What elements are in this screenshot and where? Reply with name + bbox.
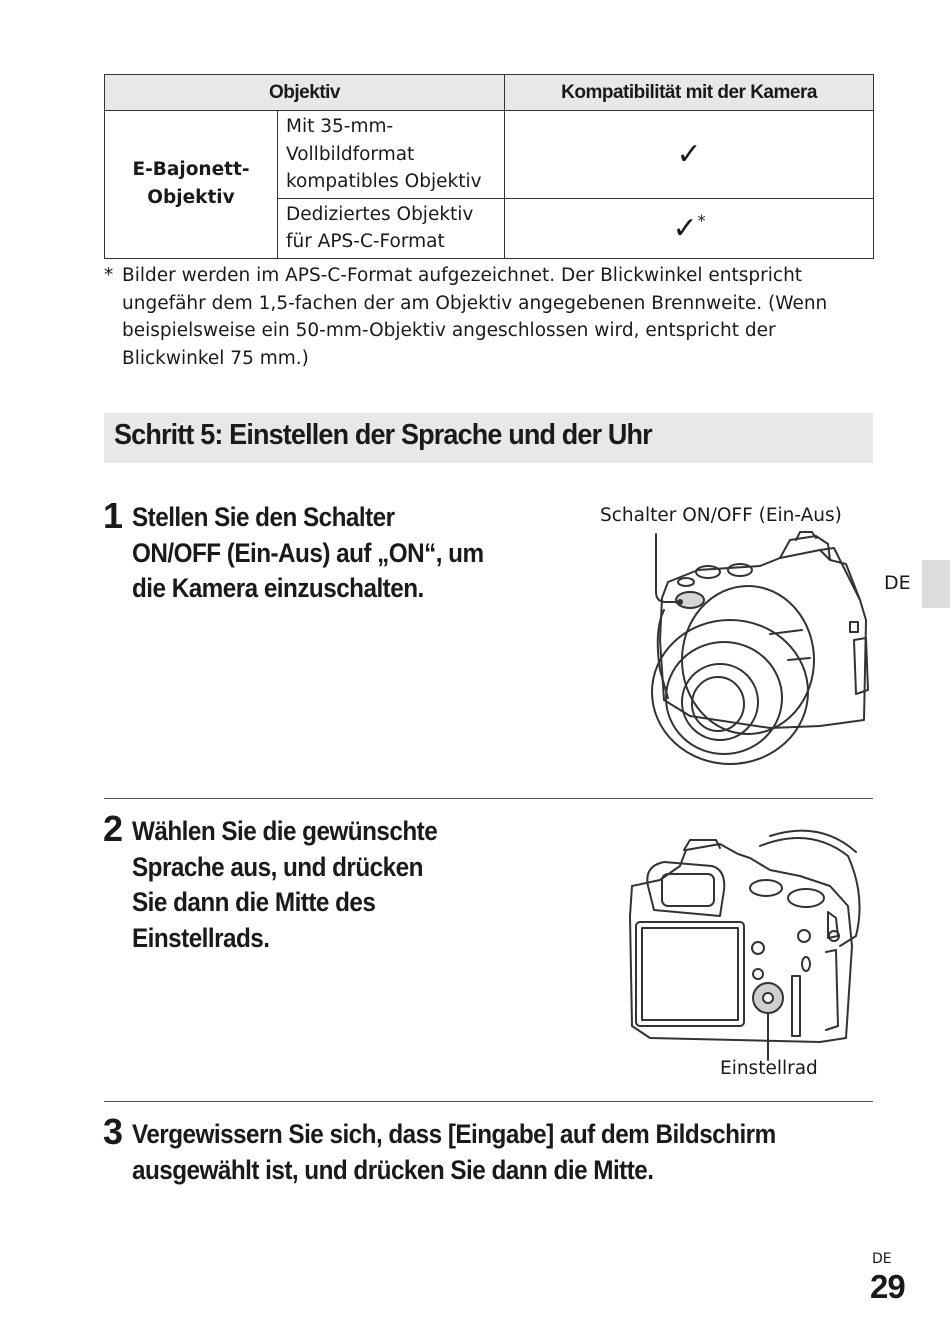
step-line: Vergewissern Sie sich, dass [Eingabe] auf dem Bildschirm: [132, 1119, 776, 1149]
lens-type-line: Vollbildformat: [286, 143, 415, 165]
check-mark-icon: ✓: [676, 136, 702, 172]
header-compatibility: Kompatibilität mit der Kamera: [505, 75, 874, 111]
header-lens: Objektiv: [105, 75, 505, 111]
table-header-row: [105, 75, 874, 111]
step-3-text: [132, 1117, 776, 1188]
page-number: 29: [870, 1268, 905, 1305]
section-title: Schritt 5: Einstellen der Sprache und der Uhr: [114, 419, 652, 451]
camera-front-illustration: [620, 530, 880, 770]
step-line: die Kamera einzuschalten.: [132, 573, 424, 603]
lens-type-line: Mit 35-mm-: [286, 116, 394, 137]
step-1-number: 1: [103, 495, 124, 536]
side-language-tab: [922, 560, 950, 608]
side-language-label: DE: [884, 572, 911, 594]
check-mark-icon: ✓: [672, 210, 698, 246]
section-heading-bar: [104, 413, 873, 463]
step-divider: [104, 1101, 873, 1102]
step-line: ON/OFF (Ein-Aus) auf „ON“, um: [132, 537, 484, 568]
footer-language: DE: [872, 1251, 892, 1267]
step-line: Sie dann die Mitte des: [132, 887, 376, 917]
lens-compatibility-table: [104, 74, 874, 259]
step-line: Sprache aus, und drücken: [132, 851, 423, 882]
footnote-text: Bilder werden im APS-C-Format aufgezeichnet. Der Blickwinkel entspricht ungefähr dem 1,5-fachen der am Objektiv angegebenen Brennweite. (Wenn beispielsweise ein 50-mm-Objektiv angeschlossen wird, entspricht der Blickwinkel 75 mm.): [122, 265, 828, 369]
lens-type-fullframe: [278, 111, 505, 199]
lens-group-label-line2: Objektiv: [147, 187, 235, 209]
lens-group-label: [105, 111, 278, 259]
lens-type-line: kompatibles Objektiv: [286, 171, 482, 192]
step-3-number: 3: [103, 1111, 124, 1152]
power-switch-callout: Schalter ON/OFF (Ein-Aus): [600, 505, 842, 526]
lens-type-apsc: [278, 198, 505, 258]
lens-type-line: Dediziertes Objektiv: [286, 203, 474, 225]
step-2-text: [132, 814, 437, 956]
lens-group-label-line1: E-Bajonett-: [132, 159, 250, 181]
table-row: [105, 111, 874, 199]
step-line: ausgewählt ist, und drücken Sie dann die Mitte.: [132, 1154, 654, 1185]
step-line: Stellen Sie den Schalter: [132, 502, 395, 532]
step-2-number: 2: [103, 808, 124, 849]
control-wheel-callout: Einstellrad: [720, 1058, 818, 1079]
step-line: Wählen Sie die gewünschte: [132, 816, 438, 846]
step-line: Einstellrads.: [132, 922, 270, 953]
lens-type-line: für APS-C-Format: [286, 231, 445, 252]
compat-apsc: [505, 198, 874, 258]
footnote: [104, 262, 874, 372]
camera-back-illustration: [620, 826, 870, 1066]
step-divider: [104, 798, 873, 799]
compat-fullframe: [505, 111, 874, 199]
step-1-text: [132, 500, 484, 607]
footnote-marker: *: [104, 265, 114, 286]
footnote-ref: *: [697, 210, 706, 230]
